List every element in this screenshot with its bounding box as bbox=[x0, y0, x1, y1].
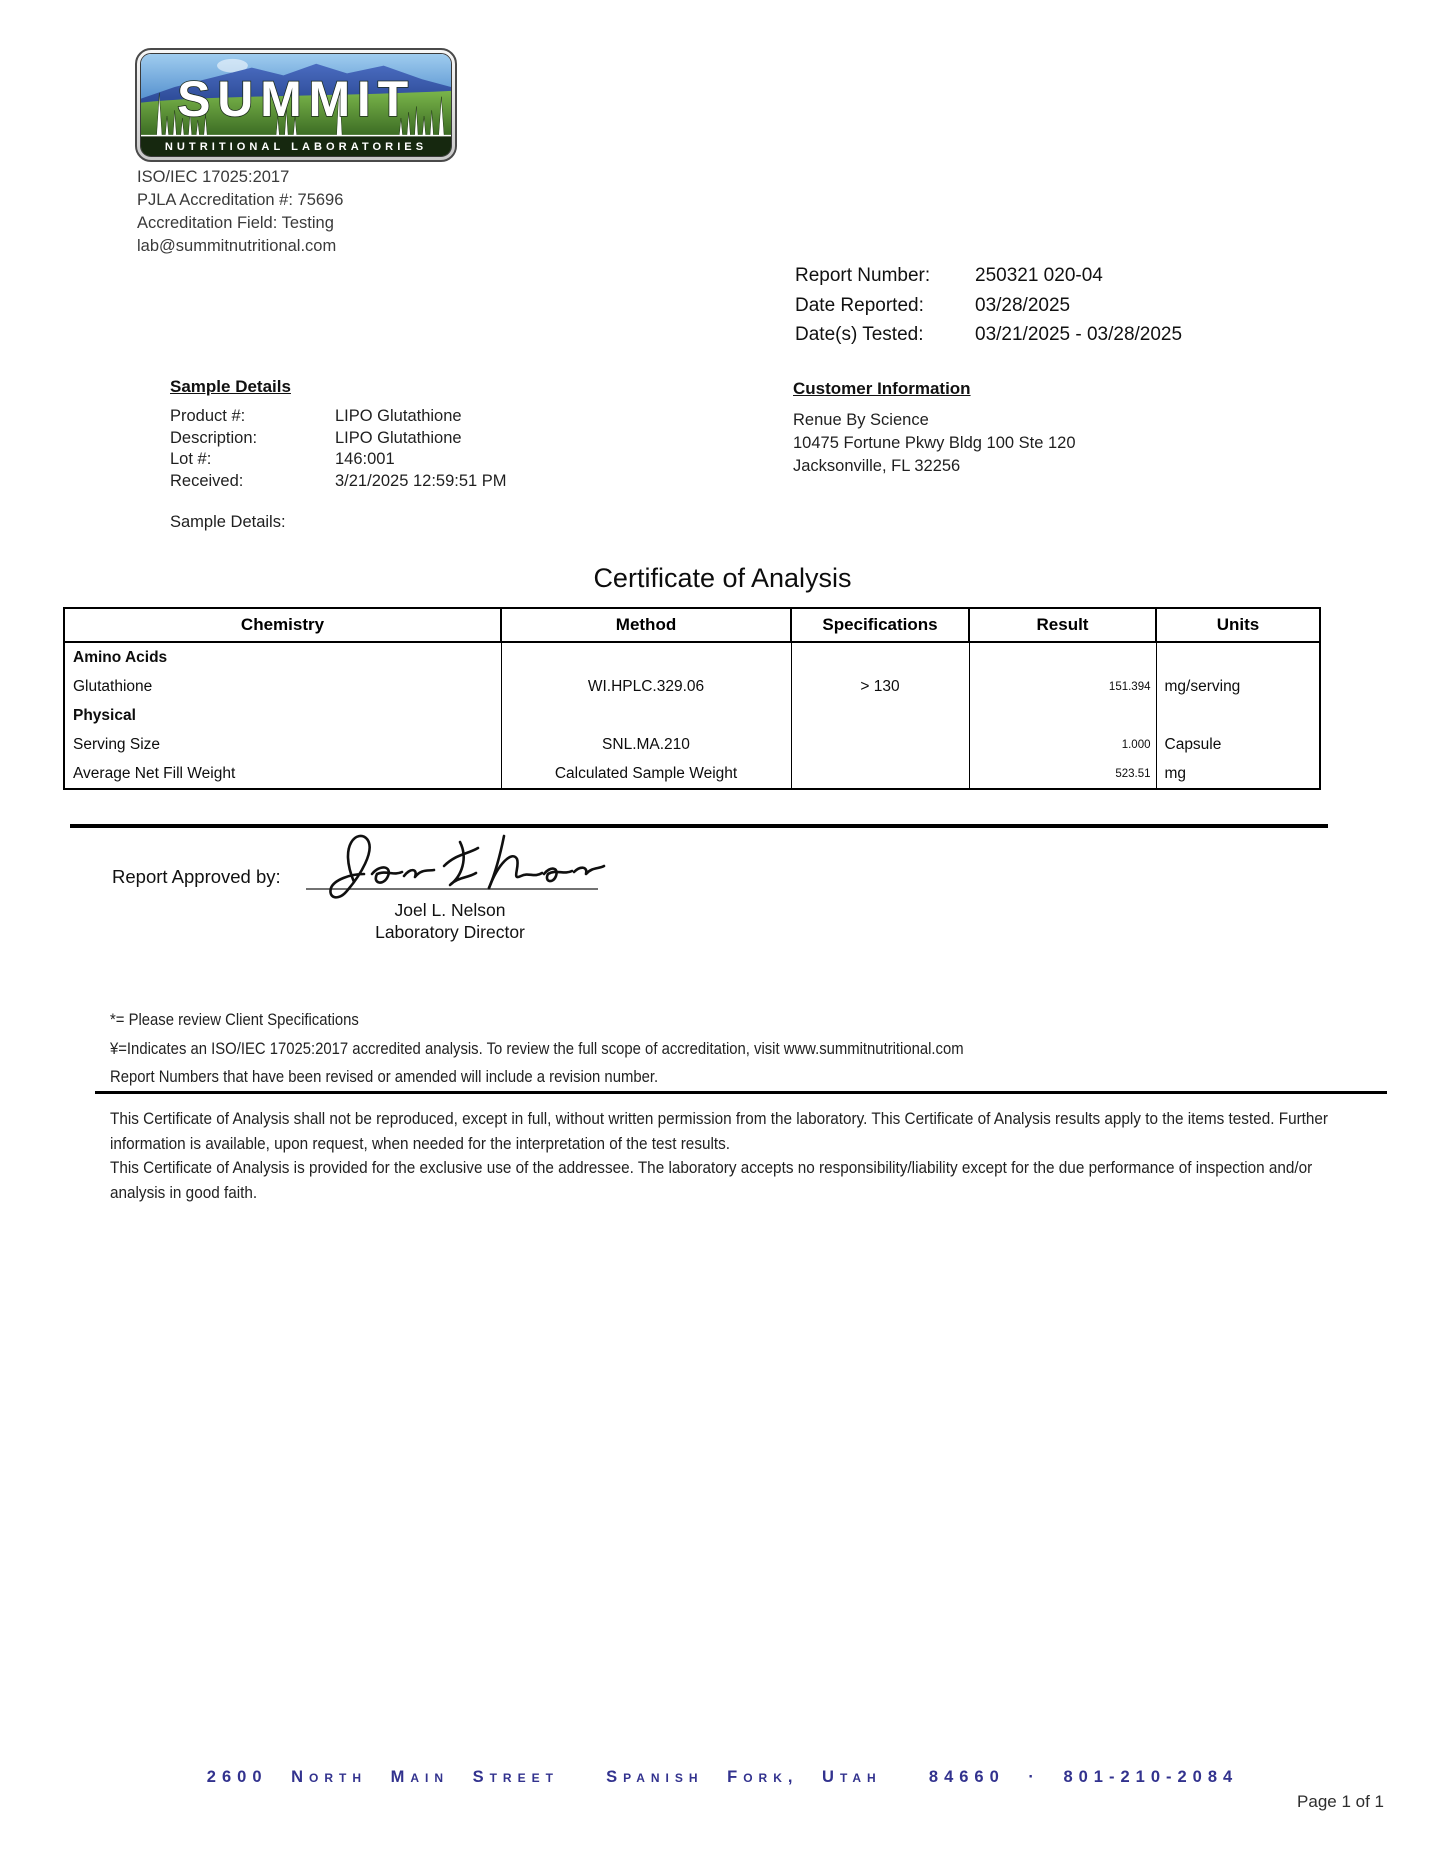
analyte-result: 1.000 bbox=[969, 730, 1156, 759]
analyte-result: 523.51 bbox=[969, 759, 1156, 789]
sample-details-section bbox=[170, 377, 507, 492]
received-value: 3/21/2025 12:59:51 PM bbox=[335, 471, 507, 490]
col-header-method: Method bbox=[501, 608, 791, 642]
analyte-units: mg/serving bbox=[1156, 672, 1320, 701]
disclaimer-paragraph-2: This Certificate of Analysis is provided for the exclusive use of the addressee. The laboratory accepts no responsibility/liability except for the due performance of inspection and/or analysis in good faith. bbox=[110, 1158, 1313, 1202]
logo-summit-text: SUMMIT bbox=[177, 69, 415, 128]
page-number: Page 1 of 1 bbox=[1297, 1792, 1384, 1811]
section-label: Physical bbox=[64, 701, 501, 730]
customer-info-heading: Customer Information bbox=[793, 379, 971, 398]
footer-address: 2600 North Main Street Spanish Fork, Utah 84660 · 801-210-2084 bbox=[206, 1768, 1239, 1786]
accreditation-number: PJLA Accreditation #: 75696 bbox=[137, 191, 344, 209]
summit-logo bbox=[135, 48, 457, 162]
disclaimer-paragraph-1: This Certificate of Analysis shall not be reproduced, except in full, without written permission from the laboratory. This Certificate of Analysis results apply to the items tested. Further information is available, upon request, when needed for the interpretation of the test results. bbox=[110, 1109, 1329, 1153]
col-header-chemistry: Chemistry bbox=[64, 608, 501, 642]
analyte-name: Glutathione bbox=[64, 672, 501, 701]
summit-logo-art bbox=[140, 53, 452, 157]
analyte-units: Capsule bbox=[1156, 730, 1320, 759]
table-row-section-physical bbox=[64, 701, 1320, 730]
signer-title: Laboratory Director bbox=[375, 922, 525, 942]
sample-details-heading: Sample Details bbox=[170, 377, 291, 396]
table-row-glutathione bbox=[64, 672, 1320, 701]
footnotes-block bbox=[110, 1006, 1370, 1092]
signature-image bbox=[298, 826, 608, 908]
customer-name: Renue By Science bbox=[793, 411, 929, 429]
signer-name: Joel L. Nelson bbox=[394, 900, 506, 920]
table-header-row bbox=[64, 608, 1320, 642]
description-value: LIPO Glutathione bbox=[335, 428, 462, 447]
date-reported-label: Date Reported: bbox=[795, 294, 924, 316]
disclaimer-block bbox=[110, 1107, 1361, 1205]
analyte-spec bbox=[791, 759, 969, 789]
coa-table bbox=[63, 607, 1321, 790]
footnote-client-specs: *= Please review Client Specifications bbox=[110, 1011, 359, 1029]
col-header-units: Units bbox=[1156, 608, 1320, 642]
lab-email: lab@summitnutritional.com bbox=[137, 237, 337, 255]
accreditation-standard: ISO/IEC 17025:2017 bbox=[137, 168, 290, 186]
report-meta bbox=[795, 261, 1182, 350]
footnotes-divider bbox=[95, 1091, 1387, 1094]
section-label: Amino Acids bbox=[64, 642, 501, 672]
accreditation-field: Accreditation Field: Testing bbox=[137, 214, 334, 232]
col-header-specifications: Specifications bbox=[791, 608, 969, 642]
analyte-method: WI.HPLC.329.06 bbox=[501, 672, 791, 701]
report-number-value: 250321 020-04 bbox=[975, 265, 1103, 286]
analyte-name: Average Net Fill Weight bbox=[64, 759, 501, 789]
col-header-result: Result bbox=[969, 608, 1156, 642]
date-reported-value: 03/28/2025 bbox=[975, 294, 1071, 316]
report-approved-label: Report Approved by: bbox=[112, 866, 281, 887]
dates-tested-label: Date(s) Tested: bbox=[795, 324, 924, 345]
mountain-lab-graphic bbox=[141, 54, 451, 156]
signer-block bbox=[330, 899, 570, 943]
description-label: Description: bbox=[170, 428, 258, 447]
analyte-spec bbox=[791, 730, 969, 759]
accreditation-block bbox=[137, 166, 343, 258]
logo-tagline-text: NUTRITIONAL LABORATORIES bbox=[164, 141, 428, 154]
analyte-result: 151.394 bbox=[969, 672, 1156, 701]
analyte-units: mg bbox=[1156, 759, 1320, 789]
report-number-label: Report Number: bbox=[795, 265, 931, 286]
analyte-name: Serving Size bbox=[64, 730, 501, 759]
table-row-avg-net-fill-weight bbox=[64, 759, 1320, 789]
lot-label: Lot #: bbox=[170, 450, 212, 468]
approval-divider bbox=[70, 824, 1328, 828]
product-label: Product #: bbox=[170, 407, 246, 425]
received-label: Received: bbox=[170, 471, 244, 490]
table-row-section-amino-acids bbox=[64, 642, 1320, 672]
customer-info-section bbox=[793, 377, 1076, 478]
lot-value: 146:001 bbox=[335, 450, 395, 468]
footnote-revision: Report Numbers that have been revised or amended will include a revision number. bbox=[110, 1068, 659, 1086]
customer-address-line1: 10475 Fortune Pkwy Bldg 100 Ste 120 bbox=[793, 434, 1076, 452]
coa-title: Certificate of Analysis bbox=[593, 563, 852, 593]
dates-tested-value: 03/21/2025 - 03/28/2025 bbox=[975, 324, 1183, 345]
sample-details-extra-label: Sample Details: bbox=[170, 513, 286, 531]
analyte-method: SNL.MA.210 bbox=[501, 730, 791, 759]
analyte-method: Calculated Sample Weight bbox=[501, 759, 791, 789]
analyte-spec: > 130 bbox=[791, 672, 969, 701]
footnote-accredited-analysis: ¥=Indicates an ISO/IEC 17025:2017 accredited analysis. To review the full scope of accreditation, visit www.summitnutritional.com bbox=[110, 1039, 964, 1058]
product-value: LIPO Glutathione bbox=[335, 407, 462, 425]
sample-details-grid bbox=[170, 406, 507, 492]
customer-address-line2: Jacksonville, FL 32256 bbox=[793, 457, 961, 475]
table-row-serving-size bbox=[64, 730, 1320, 759]
